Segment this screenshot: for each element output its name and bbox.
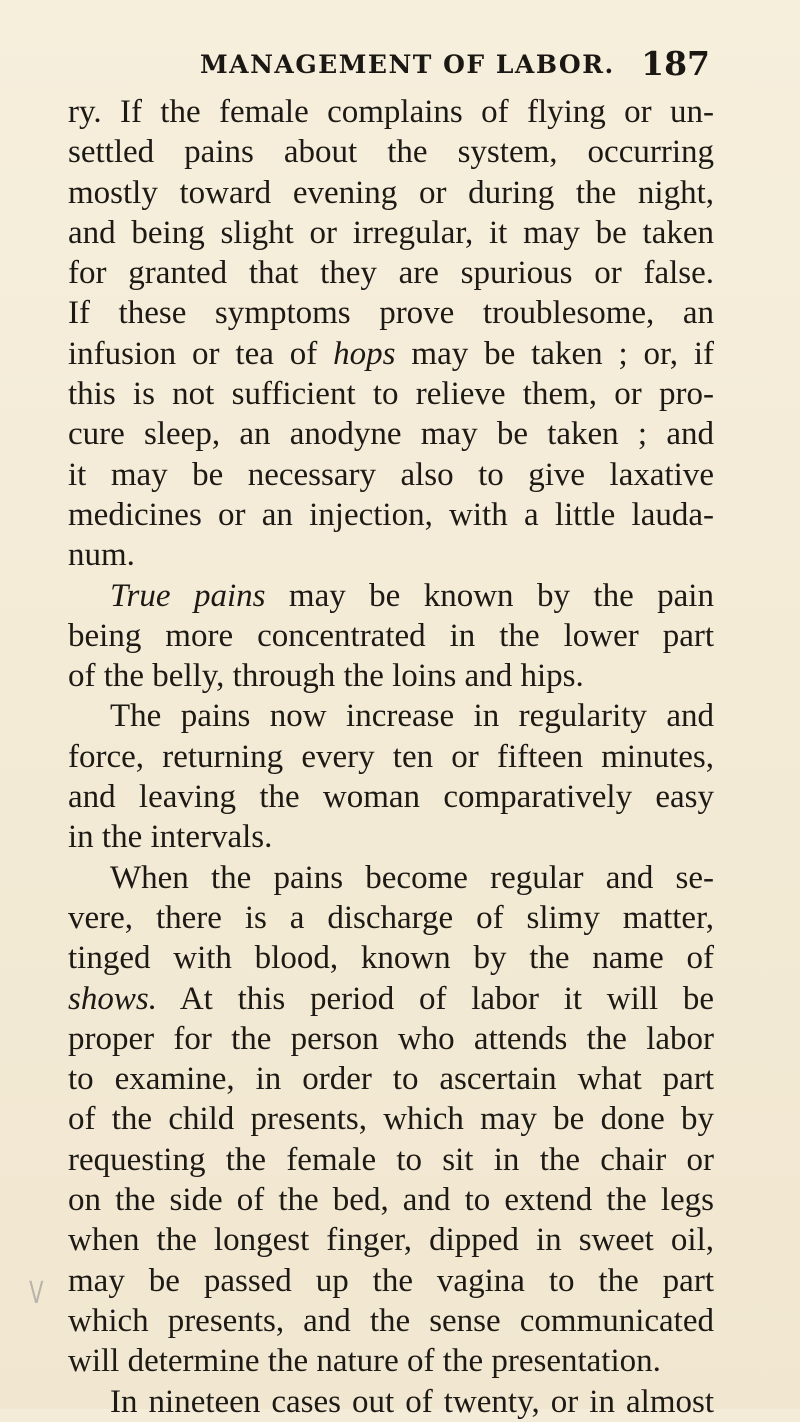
text-line xyxy=(68,1019,714,1059)
text-segment: vere, there is a discharge of slimy matter, xyxy=(68,899,714,936)
text-segment: At this period of labor it will be xyxy=(156,980,714,1017)
text-segment: may be known by the pain xyxy=(265,577,714,614)
text-line xyxy=(68,1382,714,1422)
text-segment: proper for the person who attends the labor xyxy=(68,1020,714,1057)
text-segment: num. xyxy=(68,537,135,574)
text-line xyxy=(68,817,714,857)
text-line xyxy=(68,293,714,333)
text-segment: When the pains become regular and se- xyxy=(110,859,714,896)
paragraph xyxy=(68,1382,714,1422)
text-segment: If these symptoms prove troublesome, an xyxy=(68,295,714,332)
paragraph xyxy=(68,92,714,576)
text-segment: for granted that they are spurious or false. xyxy=(68,255,714,292)
text-segment: of the belly, through the loins and hips. xyxy=(68,658,584,695)
text-segment: The pains now increase in regularity and xyxy=(110,698,714,735)
italic-term: hops xyxy=(333,335,396,372)
text-line xyxy=(68,1220,714,1260)
text-line xyxy=(68,576,714,616)
text-segment: it may be necessary also to give laxative xyxy=(68,456,714,493)
text-line xyxy=(68,334,714,374)
text-segment: may be taken ; or, if xyxy=(395,335,715,372)
text-segment: ry. If the female complains of flying or un- xyxy=(68,94,714,130)
text-line xyxy=(68,858,714,898)
paragraph xyxy=(68,696,714,857)
text-segment: and leaving the woman comparatively easy xyxy=(68,779,714,816)
text-line xyxy=(68,535,714,575)
margin-mark: V xyxy=(29,1276,44,1311)
text-segment: cure sleep, an anodyne may be taken ; and xyxy=(68,416,714,453)
text-segment: tinged with blood, known by the name of xyxy=(68,940,714,977)
text-line xyxy=(68,455,714,495)
text-segment: infusion or tea of xyxy=(68,335,334,372)
text-line xyxy=(68,132,714,172)
text-segment: medicines or an injection, with a little lauda- xyxy=(68,496,714,533)
text-segment: and being slight or irregular, it may be taken xyxy=(68,214,714,251)
text-segment: which presents, and the sense communicated xyxy=(68,1302,714,1339)
text-segment: to examine, in order to ascertain what part xyxy=(68,1061,714,1098)
text-line xyxy=(68,173,714,213)
page-header xyxy=(200,44,710,84)
text-line xyxy=(68,1059,714,1099)
text-segment: being more concentrated in the lower part xyxy=(68,617,714,654)
text-line xyxy=(68,92,714,132)
text-segment: requesting the female to sit in the chair or xyxy=(68,1141,714,1178)
text-line xyxy=(68,374,714,414)
text-line xyxy=(68,737,714,777)
text-segment: in the intervals. xyxy=(68,819,273,856)
italic-term: True pains xyxy=(110,577,266,614)
paragraph xyxy=(68,858,714,1382)
text-segment: mostly toward evening or during the night, xyxy=(68,174,714,211)
text-line xyxy=(68,1301,714,1341)
text-segment: of the child presents, which may be done by xyxy=(68,1101,714,1138)
text-line xyxy=(68,1140,714,1180)
text-segment: force, returning every ten or fifteen minutes, xyxy=(68,738,714,775)
text-segment: settled pains about the system, occurring xyxy=(68,134,714,171)
text-line xyxy=(68,495,714,535)
text-line xyxy=(68,1099,714,1139)
text-line xyxy=(68,213,714,253)
text-line xyxy=(68,898,714,938)
text-segment: this is not sufficient to relieve them, or pro- xyxy=(68,376,714,413)
text-line xyxy=(68,979,714,1019)
text-segment: In nineteen cases out of twenty, or in almost xyxy=(110,1383,714,1420)
text-line xyxy=(68,777,714,817)
text-line xyxy=(68,1341,714,1381)
text-line xyxy=(68,414,714,454)
text-line xyxy=(68,616,714,656)
page-number: 187 xyxy=(641,44,710,83)
italic-term: shows. xyxy=(68,980,157,1017)
text-line xyxy=(68,656,714,696)
text-line xyxy=(68,1180,714,1220)
text-line xyxy=(68,696,714,736)
text-line xyxy=(68,938,714,978)
text-segment: when the longest finger, dipped in sweet oil, xyxy=(68,1222,714,1259)
text-line xyxy=(68,253,714,293)
paragraph xyxy=(68,576,714,697)
text-segment: on the side of the bed, and to extend the legs xyxy=(68,1182,714,1219)
body-text xyxy=(68,92,714,1422)
text-segment: may be passed up the vagina to the part xyxy=(68,1262,714,1299)
text-line xyxy=(68,1261,714,1301)
text-segment: will determine the nature of the presentation. xyxy=(68,1343,661,1380)
running-title: MANAGEMENT OF LABOR. xyxy=(200,50,615,79)
